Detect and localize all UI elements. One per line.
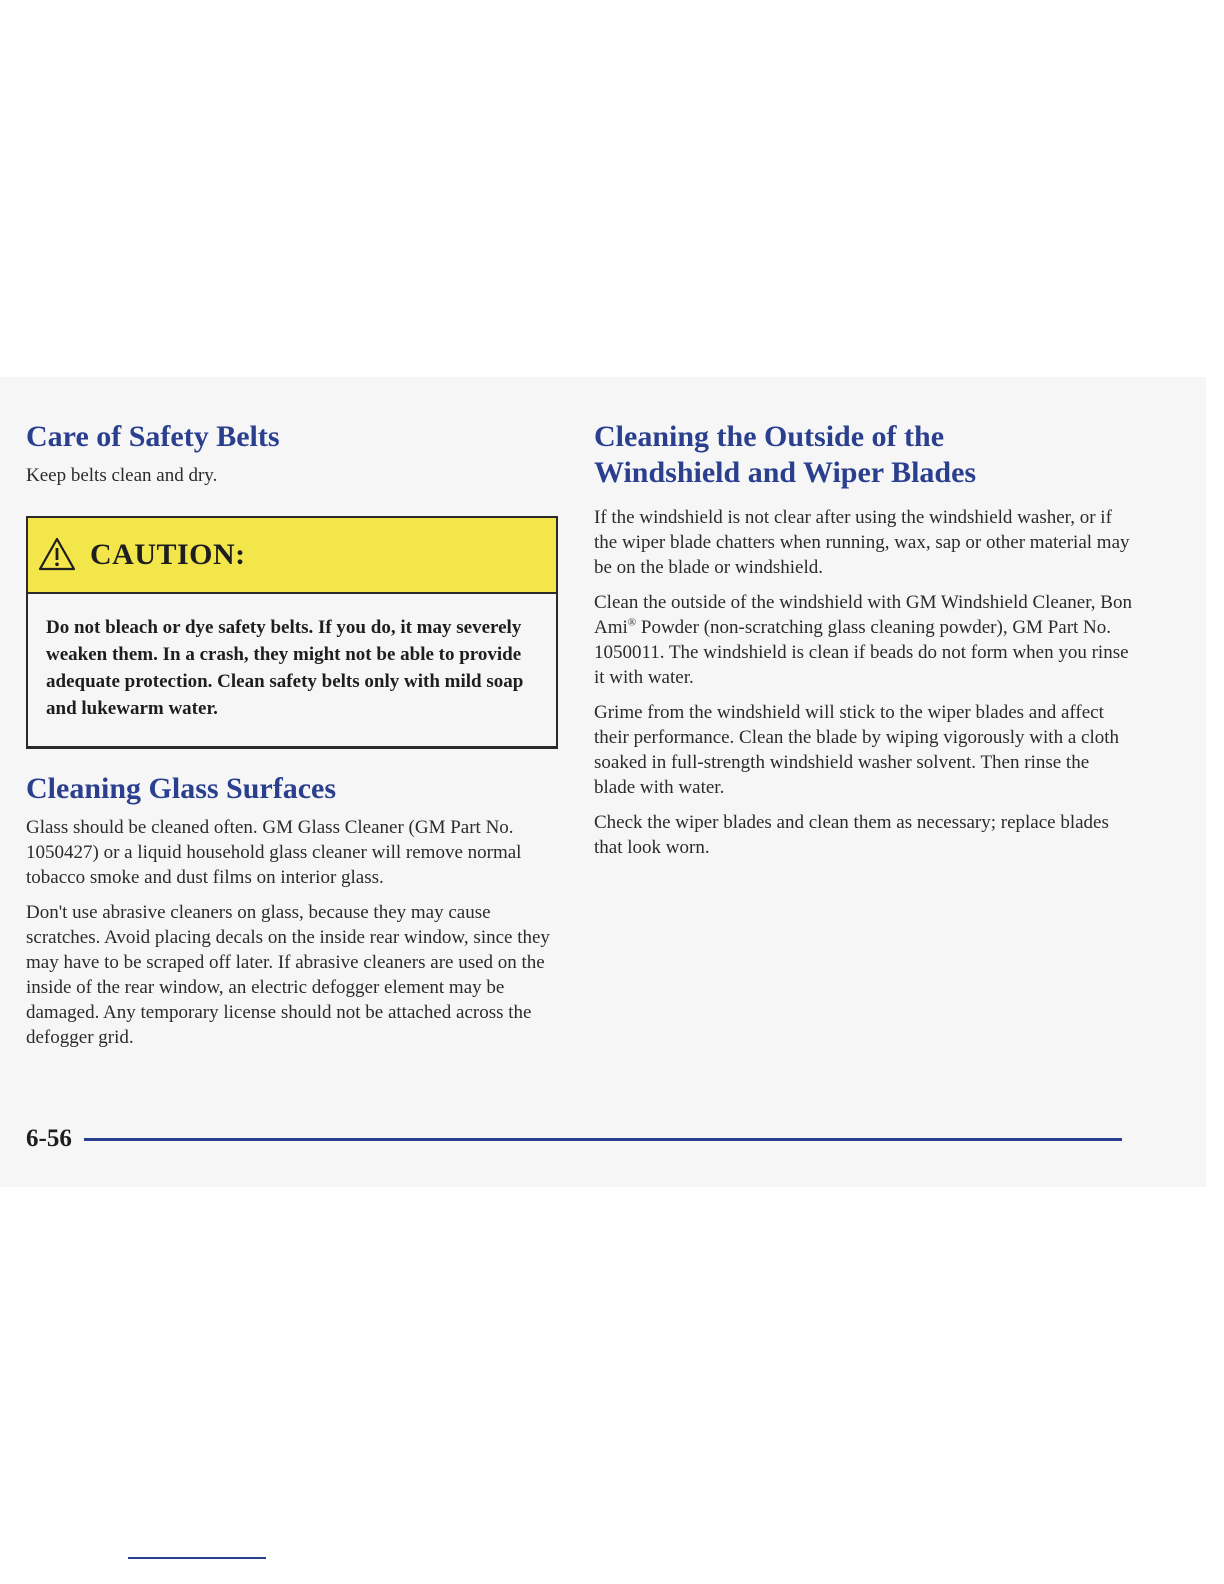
caution-title: CAUTION:	[90, 538, 246, 571]
windshield-heading	[594, 419, 1134, 491]
registered-mark: ®	[627, 616, 637, 629]
glass-paragraph-2: Don't use abrasive cleaners on glass, because they may cause scratches. Avoid placing decals on the inside rear window, since they may have to be scraped off later. If abrasive cleaners are used on the inside of the rear window, an electric defogger element may be damaged. Any temporary license should not be attached across the defogger grid.	[26, 902, 550, 1048]
windshield-paragraph-2-start: Clean the outside of the windshield with GM Windshield Cleaner, Bon Ami	[594, 592, 1132, 638]
safety-belts-intro: Keep belts clean and dry.	[26, 465, 218, 486]
right-column	[594, 419, 1134, 860]
windshield-paragraph-2-end: Powder (non-scratching glass cleaning powder), GM Part No. 1050011. The windshield is clean if beads do not form when you rinse it with water.	[594, 617, 1129, 688]
glass-paragraph-1: Glass should be cleaned often. GM Glass Cleaner (GM Part No. 1050427) or a liquid household glass cleaner will remove normal tobacco smoke and dust films on interior glass.	[26, 817, 522, 888]
warning-triangle-icon	[38, 537, 76, 571]
windshield-heading-line-2: Windshield and Wiper Blades	[594, 456, 977, 489]
caution-box	[26, 516, 558, 749]
windshield-paragraph-2	[594, 590, 1134, 690]
windshield-paragraph-3: Grime from the windshield will stick to the wiper blades and affect their performance. Clean the blade by wiping vigorously with a cloth soaked in full-strength windshield washer solvent. Then rinse the blade with water.	[594, 702, 1119, 798]
windshield-heading-line-1: Cleaning the Outside of the	[594, 420, 945, 453]
footer-rule	[84, 1138, 1122, 1141]
page-number: 6-56	[26, 1125, 72, 1152]
caution-header	[28, 518, 556, 594]
glass-surfaces-heading: Cleaning Glass Surfaces	[26, 772, 337, 805]
windshield-paragraph-4: Check the wiper blades and clean them as necessary; replace blades that look worn.	[594, 812, 1109, 858]
left-column	[26, 419, 556, 1050]
caution-text: Do not bleach or dye safety belts. If you do, it may severely weaken them. In a crash, they might not be able to provide adequate protection. Clean safety belts only with mild soap and lukewarm water.	[46, 617, 524, 719]
bottom-divider	[128, 1557, 266, 1559]
safety-belts-heading: Care of Safety Belts	[26, 420, 280, 453]
page-footer	[26, 1125, 1122, 1153]
windshield-paragraph-1: If the windshield is not clear after using the windshield washer, or if the wiper blade chatters when running, wax, sap or other material may be on the blade or windshield.	[594, 507, 1130, 578]
